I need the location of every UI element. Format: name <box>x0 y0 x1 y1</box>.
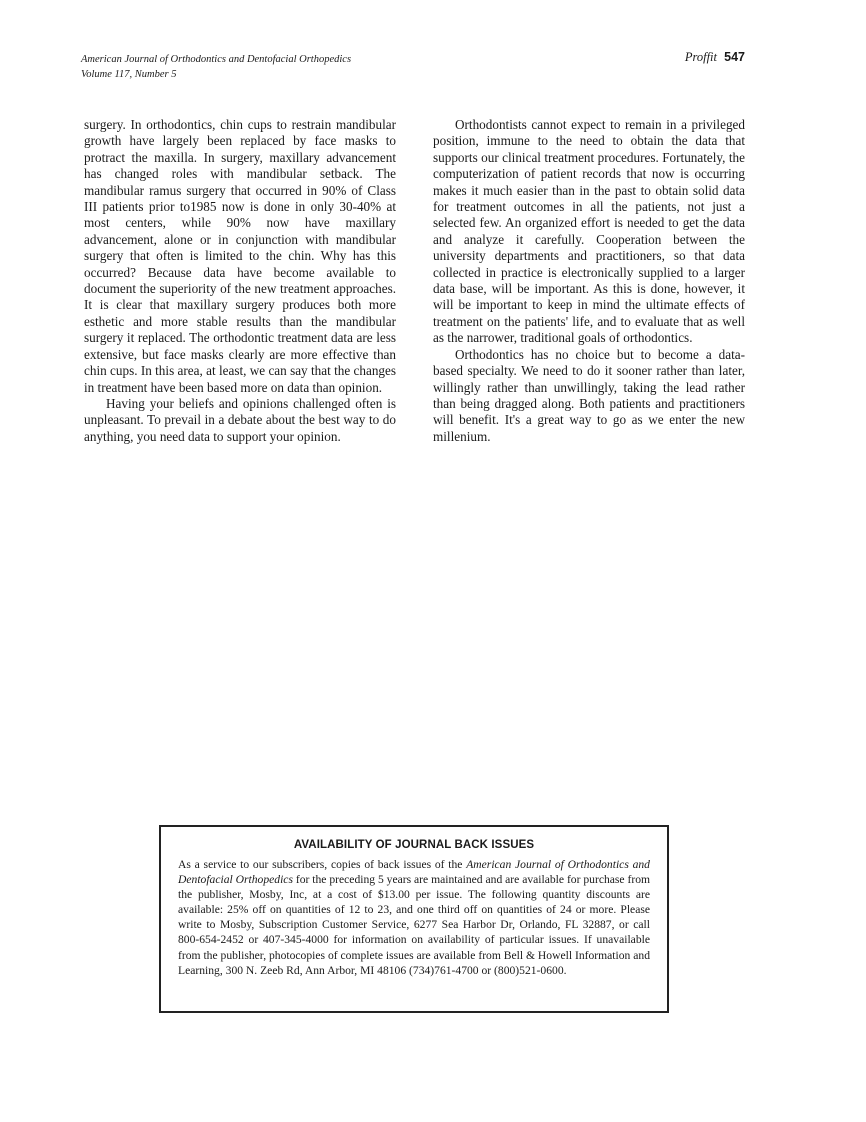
running-header-page <box>685 50 745 65</box>
back-issues-notice-box <box>159 825 669 1013</box>
left-column <box>84 117 396 445</box>
volume-issue: Volume 117, Number 5 <box>81 69 177 80</box>
page-number: 547 <box>724 50 745 64</box>
author-name: Proffit <box>684 50 718 64</box>
notice-text-before: As a service to our subscribers, copies of back issues of the <box>178 858 467 871</box>
notice-text-after: for the preceding 5 years are maintained and are available for purchase from the publisher, Mosby, Inc, at a cost of $13.00 per issue. The following quantity discounts are available: 25% off on quantities of 12 to 23, and one third off on quantities of 24 or more. Please write to Mosby, Subscription Customer Service, 6277 Sea Harbor Dr, Orlando, FL 32887, or call 800-654-2452 or 407-345-4000 for information on availability of particular issues. If unavailable from the publisher, photocopies of complete issues are available from Bell & Howell Information and Learning, 300 N. Zeeb Rd, Ann Arbor, MI 48106 (734)761-4700 or (800)521-0600. <box>178 873 651 977</box>
running-header-journal <box>81 52 351 82</box>
paragraph: Orthodontists cannot expect to remain in a privileged position, immune to the need to obtain the data that supports our clinical treatment procedures. Fortunately, the computerization of patient records that now is occurring makes it much easier than in the past to obtain solid data for treatment outcomes in all the patients, not just a selected few. An organized effort is needed to get the data and analyze it carefully. Cooperation between the university departments and practitioners, so that data collected in practice is electronically supplied to a larger data base, will be important. As this is done, however, it will be important to keep in mind the ultimate effects of treatment on the patients' life, and to evaluate that as well as the narrower, traditional goals of orthodontics. <box>433 117 745 346</box>
paragraph: surgery. In orthodontics, chin cups to restrain mandibular growth have largely been replaced by face masks to protract the maxilla. In surgery, maxillary advancement has changed roles with mandibular setback. The mandibular ramus surgery that occurred in 90% of Class III patients prior to1985 now is done in only 30-40% at most centers, while 90% now have maxillary advancement, alone or in conjunction with mandibular surgery that often is limited to the chin. Why has this occurred? Because data have become available to document the superiority of the new treatment approaches. It is clear that maxillary surgery produces both more esthetic and more stable results than the mandibular surgery it replaced. The orthodontic treatment data are less extensive, but face masks clearly are more effective than chin cups. In this area, at least, we can say that the changes in treatment have been based more on data than opinion. <box>84 117 396 395</box>
notice-title: AVAILABILITY OF JOURNAL BACK ISSUES <box>293 839 535 851</box>
notice-body <box>178 857 650 978</box>
right-column <box>433 117 745 445</box>
paragraph: Having your beliefs and opinions challenged often is unpleasant. To prevail in a debate about the best way to do anything, you need data to support your opinion. <box>84 395 396 444</box>
paragraph: Orthodontics has no choice but to become a data-based specialty. We need to do it sooner rather than later, willingly rather than unwillingly, taking the lead rather than being dragged along. Both patients and practitioners will benefit. It's a great way to go as we enter the new millenium. <box>433 346 745 444</box>
notice-journal-name: American Journal of Orthodontics and Dentofacial Orthopedics <box>178 858 650 887</box>
journal-title: American Journal of Orthodontics and Dentofacial Orthopedics <box>81 54 352 65</box>
